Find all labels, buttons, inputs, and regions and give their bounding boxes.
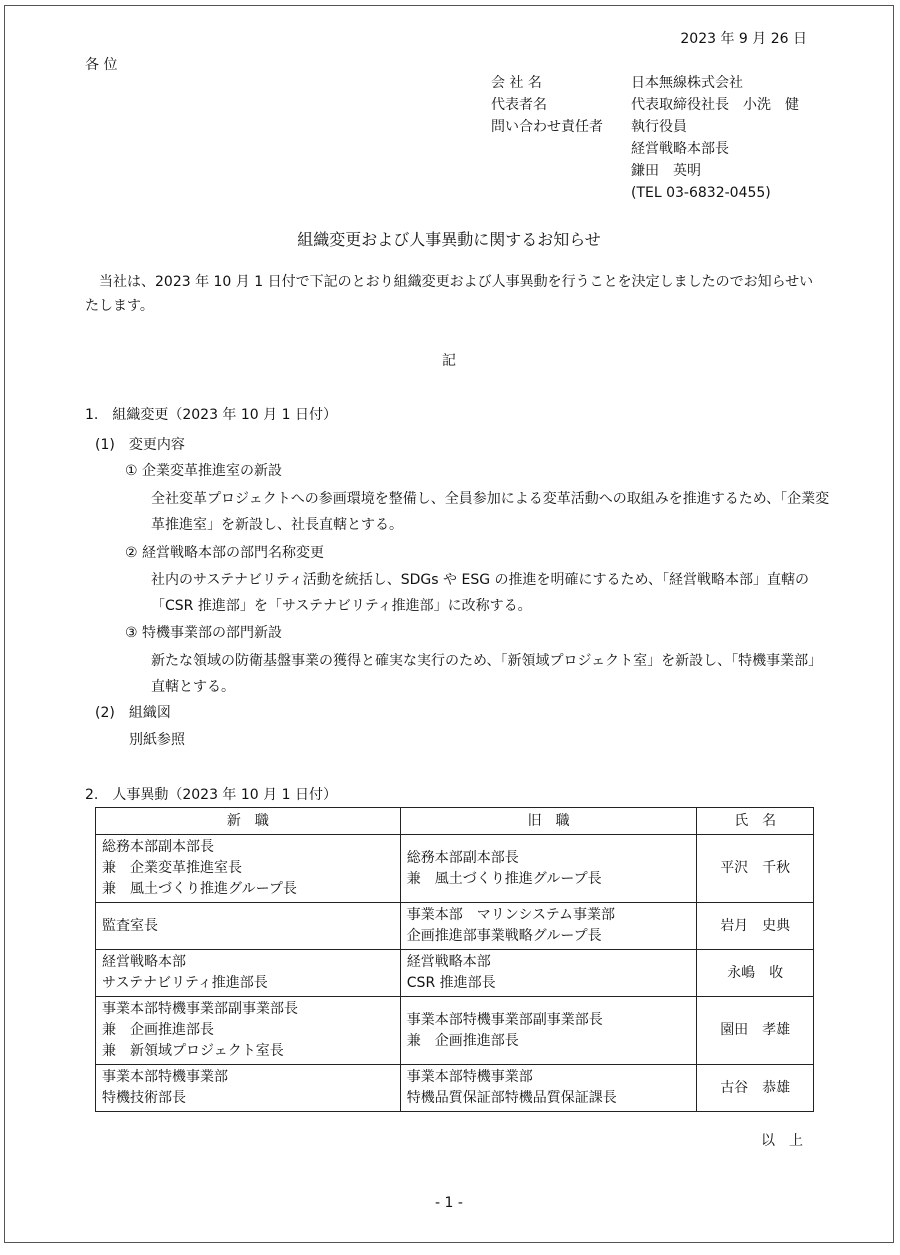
- position-line: 兼 風土づくり推進グループ長: [406, 870, 602, 887]
- document-page: [4, 5, 894, 1243]
- column-header-old-position: 旧 職: [400, 808, 697, 835]
- sender-label: 問い合わせ責任者: [491, 119, 603, 135]
- position-line: 兼 風土づくり推進グループ長: [102, 881, 297, 897]
- position-line: 総務本部副本部長: [406, 849, 519, 866]
- table-row: [96, 903, 814, 950]
- sender-value: (TEL 03-6832-0455): [631, 185, 771, 201]
- document-date: 2023 年 9 月 26 日: [680, 31, 807, 47]
- change-item-title: ① 企業変革推進室の新設: [125, 463, 283, 479]
- person-name: 園田 孝雄: [697, 997, 814, 1065]
- position-line: 事業本部特機事業部: [102, 1069, 228, 1085]
- change-item-body: 新たな領域の防衛基盤事業の獲得と確実な実行のため、「新領域プロジェクト室」を新設し、「特機事業部」直轄とする。: [151, 653, 823, 695]
- sender-row: [491, 94, 799, 116]
- sender-label: 会 社 名: [491, 75, 542, 91]
- sender-value: 経営戦略本部長: [631, 141, 729, 157]
- position-line: サステナビリティ推進部長: [102, 975, 268, 991]
- position-line: 兼 企業変革推進室長: [102, 860, 242, 876]
- position-line: 経営戦略本部: [406, 954, 491, 970]
- personnel-table: [95, 807, 814, 1112]
- position-line: 企画推進部事業戦略グループ長: [406, 928, 602, 944]
- position-line: 事業本部特機事業部: [406, 1069, 533, 1085]
- change-item-title: ② 経営戦略本部の部門名称変更: [125, 545, 325, 561]
- sender-label: 代表者名: [491, 97, 547, 113]
- change-item-body: 全社変革プロジェクトへの参画環境を整備し、全員参加による変革活動への取組みを推進するため、「企業変革推進室」を新設し、社長直轄とする。: [151, 491, 830, 533]
- new-position-cell: [96, 1065, 401, 1112]
- sender-row: [491, 138, 799, 160]
- document-title: 組織変更および人事異動に関するお知らせ: [297, 230, 601, 249]
- sender-row: [491, 72, 799, 94]
- new-position-cell: [96, 950, 401, 997]
- sender-row: [491, 116, 799, 138]
- org-chart-reference: 別紙参照: [129, 732, 185, 748]
- table-row: [96, 835, 814, 903]
- column-header-new-position: 新 職: [96, 808, 401, 835]
- section1-sub2-heading: (2) 組織図: [95, 705, 171, 721]
- sender-value: 代表取締役社長 小洗 健: [631, 97, 799, 113]
- position-line: 兼 新領域プロジェクト室長: [102, 1043, 284, 1059]
- section2-heading: 2. 人事異動（2023 年 10 月 1 日付）: [85, 787, 337, 803]
- old-position-cell: [400, 903, 697, 950]
- old-position-cell: [400, 950, 697, 997]
- position-line: 兼 企画推進部長: [406, 1032, 519, 1049]
- intro-paragraph: 当社は、2023 年 10 月 1 日付で下記のとおり組織変更および人事異動を行うことを決定しましたのでお知らせいたします。: [85, 274, 814, 314]
- position-line: 事業本部特機事業部副事業部長: [102, 1001, 298, 1017]
- sender-row: [491, 182, 799, 204]
- position-line: 事業本部 マリンシステム事業部: [406, 907, 616, 923]
- closing-mark: 以 上: [761, 1133, 803, 1149]
- table-row: [96, 997, 814, 1065]
- section1-sub1-heading: (1) 変更内容: [95, 437, 185, 453]
- column-header-name: 氏 名: [697, 808, 814, 835]
- change-item-title: ③ 特機事業部の部門新設: [125, 625, 283, 641]
- sender-block: [491, 72, 799, 204]
- person-name: 永嶋 收: [697, 950, 814, 997]
- sender-value: 執行役員: [631, 119, 687, 135]
- position-line: 総務本部副本部長: [102, 839, 214, 855]
- position-line: 監査室長: [102, 917, 158, 934]
- sender-value: 日本無線株式会社: [631, 75, 743, 91]
- new-position-cell: [96, 835, 401, 903]
- new-position-cell: [96, 997, 401, 1065]
- position-line: 兼 企画推進部長: [102, 1022, 214, 1038]
- position-line: 経営戦略本部: [102, 954, 186, 970]
- new-position-cell: [96, 903, 401, 950]
- old-position-cell: [400, 835, 697, 903]
- old-position-cell: [400, 1065, 697, 1112]
- table-row: [96, 1065, 814, 1112]
- person-name: 岩月 史典: [697, 903, 814, 950]
- position-line: 特機品質保証部特機品質保証課長: [406, 1090, 617, 1106]
- section1-heading: 1. 組織変更（2023 年 10 月 1 日付）: [85, 407, 337, 423]
- recipient: 各 位: [85, 57, 118, 73]
- position-line: 事業本部特機事業部副事業部長: [406, 1011, 603, 1028]
- change-item-body: 社内のサステナビリティ活動を統括し、SDGs や ESG の推進を明確にするため、「経営戦略本部」直轄の「CSR 推進部」を「サステナビリティ推進部」に改称する。: [151, 572, 809, 614]
- ki-mark: 記: [442, 353, 456, 369]
- table-header-row: [96, 808, 814, 835]
- sender-label: [491, 138, 631, 160]
- person-name: 古谷 恭雄: [697, 1065, 814, 1112]
- sender-label: [491, 182, 631, 204]
- page-number: - 1 -: [435, 1195, 463, 1211]
- old-position-cell: [400, 997, 697, 1065]
- sender-row: [491, 160, 799, 182]
- position-line: CSR 推進部長: [406, 975, 496, 991]
- position-line: 特機技術部長: [102, 1090, 186, 1106]
- sender-label: [491, 160, 631, 182]
- table-row: [96, 950, 814, 997]
- sender-value: 鎌田 英明: [631, 163, 701, 179]
- person-name: 平沢 千秋: [697, 835, 814, 903]
